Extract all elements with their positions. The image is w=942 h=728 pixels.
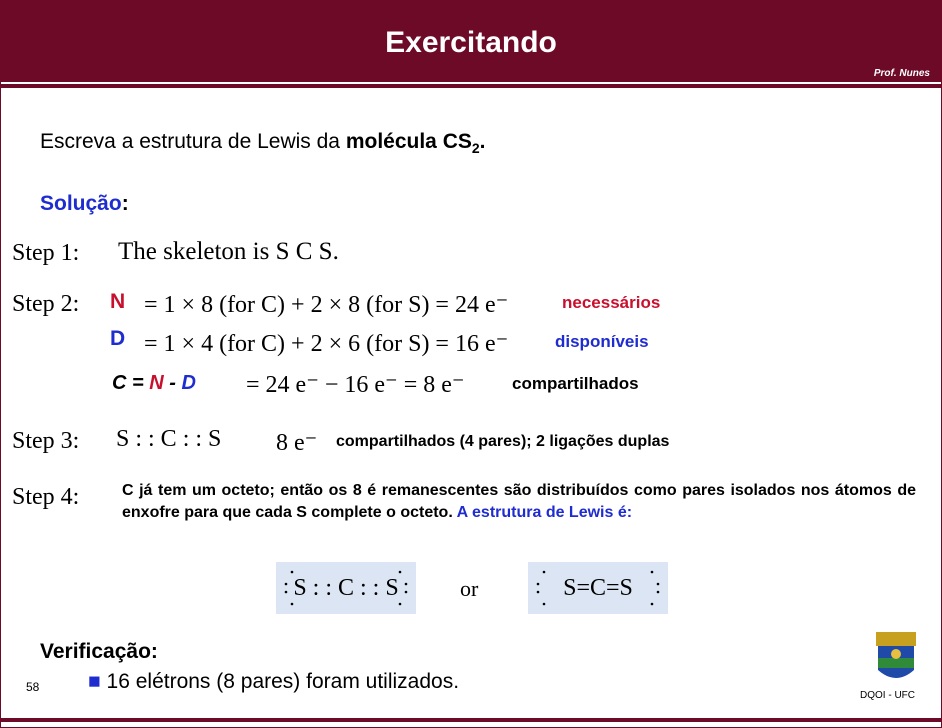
verification-item: ■ 16 elétrons (8 pares) foram utilizados. xyxy=(88,670,460,693)
solution-label: Solução: xyxy=(40,192,129,215)
d-note: disponíveis xyxy=(555,332,649,351)
footer-divider xyxy=(0,718,942,722)
lone-pair-dots xyxy=(276,562,668,614)
task-statement: Escreva a estrutura de Lewis da molécula $CS_2$. xyxy=(40,130,486,157)
c-note: compartilhados xyxy=(512,374,639,393)
step1-label: Step 1: xyxy=(12,240,80,266)
d-label: D xyxy=(110,327,126,350)
author-label: Prof. Nunes xyxy=(873,68,930,79)
n-equation: = 1 × 8 (for C) + 2 × 8 (for S) = 24 e⁻ xyxy=(144,292,509,318)
step2-label: Step 2: xyxy=(12,291,80,317)
d-equation: = 1 × 4 (for C) + 2 × 6 (for S) = 16 e⁻ xyxy=(144,331,509,357)
n-label: N xyxy=(110,290,126,313)
c-equation: = 24 e⁻ − 16 e⁻ = 8 e⁻ xyxy=(246,372,465,398)
bullet-icon: ■ xyxy=(88,670,101,693)
lewis-structure-right: S=C=S xyxy=(528,562,668,614)
slide-header xyxy=(0,0,942,82)
n-note: necessários xyxy=(562,293,661,312)
department-label: DQOI - UFC xyxy=(860,690,915,701)
c-formula: C = N - D xyxy=(112,372,196,394)
header-divider xyxy=(0,84,942,88)
or-label: or xyxy=(460,576,479,601)
step3-note: compartilhados (4 pares); 2 ligações duplas xyxy=(336,433,670,450)
step4-text: C já tem um octeto; então os 8 é remanescentes são distribuídos como pares isolados nos átomos de enxofre para que cada S complete o octeto. A estrutura de Lewis é: xyxy=(122,482,916,521)
university-crest-icon xyxy=(874,630,918,688)
verification-label: Verificação: xyxy=(40,640,158,663)
step3-electrons: 8 e⁻ xyxy=(276,430,318,456)
slide-title: Exercitando xyxy=(385,26,557,59)
step3-label: Step 3: xyxy=(12,428,80,454)
step3-formula: S : : C : : S xyxy=(116,426,222,452)
page-number: 58 xyxy=(26,680,40,694)
step1-text: The skeleton is S C S. xyxy=(118,238,339,265)
lewis-structure-left: S : : C : : S xyxy=(276,562,416,614)
step4-label: Step 4: xyxy=(12,484,80,510)
